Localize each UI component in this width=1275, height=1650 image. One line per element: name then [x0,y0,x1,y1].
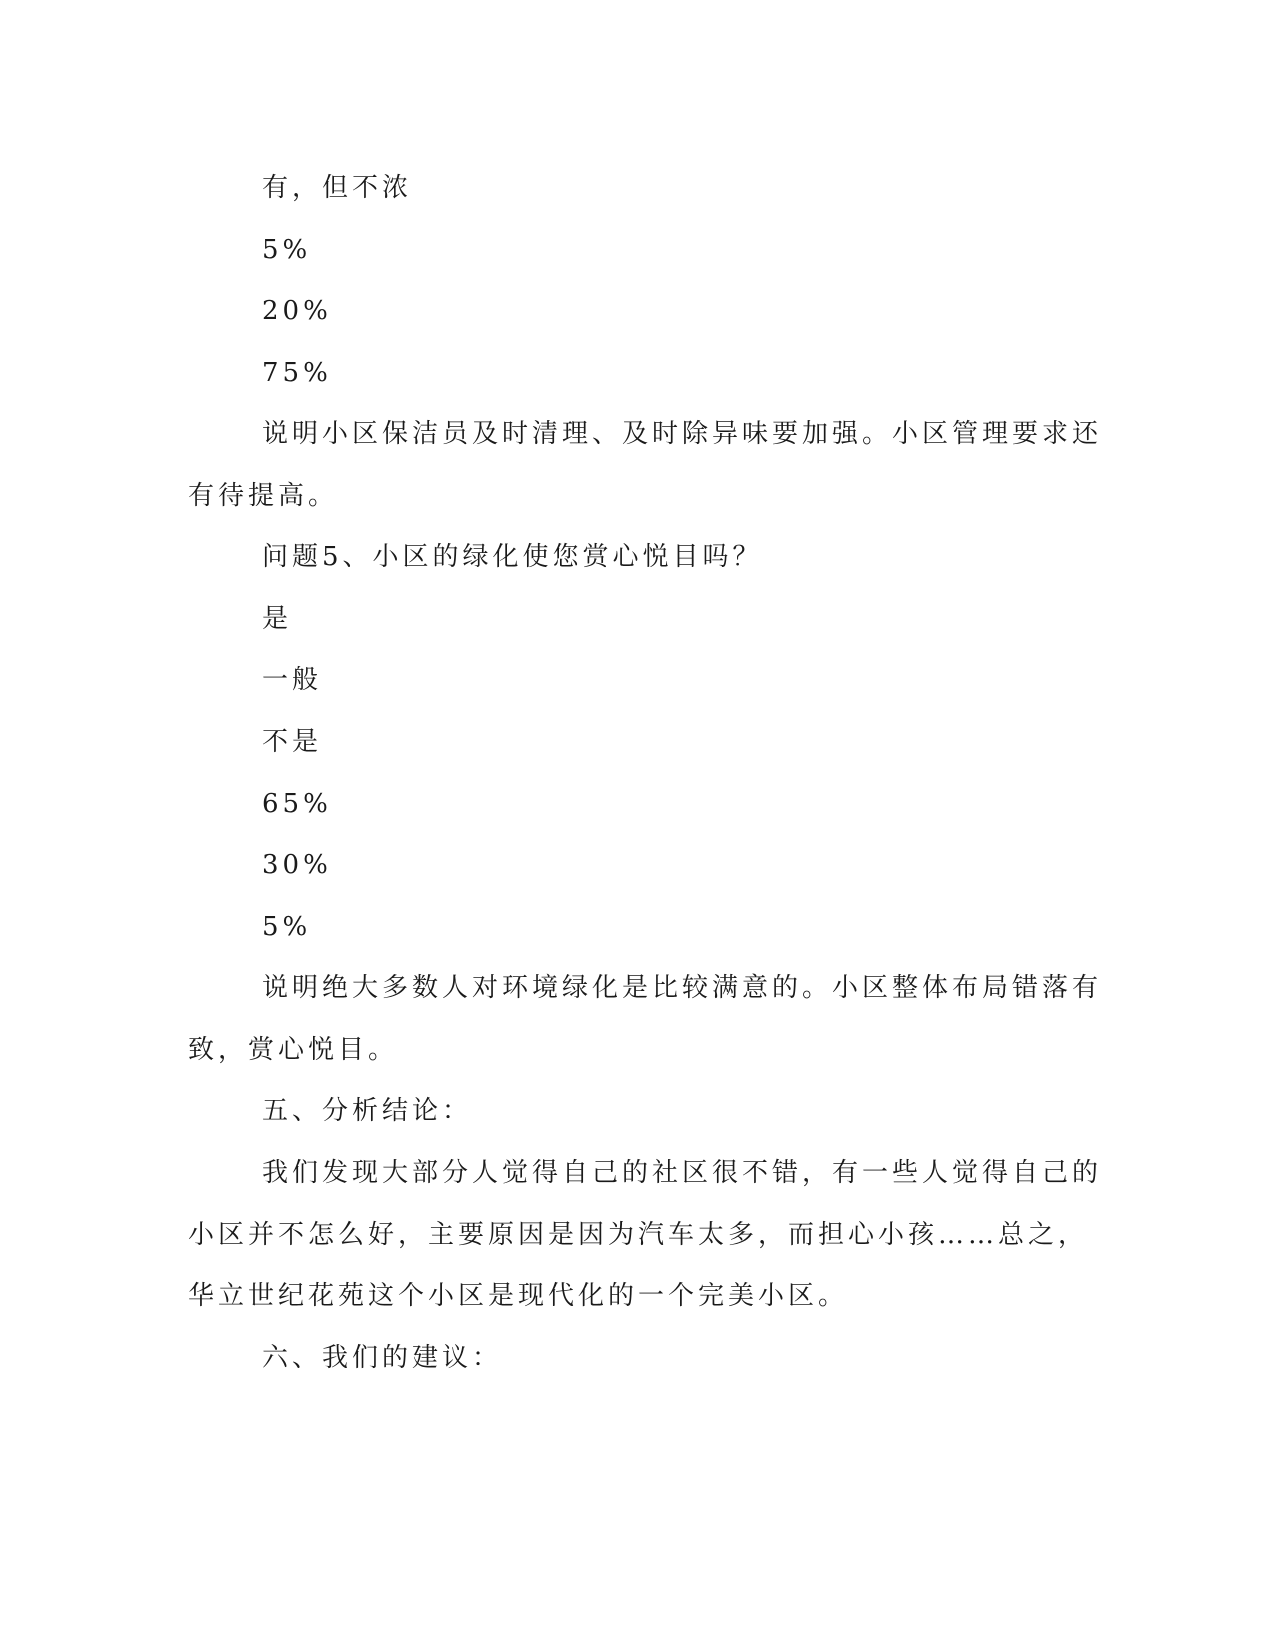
section-heading: 六、我们的建议： [262,1343,503,1373]
analysis-paragraph-line: 致，赏心悦目。 [188,1035,399,1065]
answer-option-text: 一般 [262,665,323,695]
conclusion-paragraph-line: 我们发现大部分人觉得自己的社区很不错，有一些人觉得自己的 [262,1158,1103,1188]
percentage-value: 5% [262,912,312,942]
percentage-value: 65% [262,789,332,819]
conclusion-paragraph-line: 小区并不怎么好，主要原因是因为汽车太多，而担心小孩……总之， [188,1220,1089,1250]
section-heading: 五、分析结论： [262,1096,473,1126]
analysis-paragraph-line: 有待提高。 [188,481,339,511]
percentage-value: 75% [262,358,332,388]
analysis-paragraph-line: 说明小区保洁员及时清理、及时除异味要加强。小区管理要求还 [262,419,1103,449]
conclusion-paragraph-line: 华立世纪花苑这个小区是现代化的一个完美小区。 [188,1281,849,1311]
analysis-paragraph-line: 说明绝大多数人对环境绿化是比较满意的。小区整体布局错落有 [262,973,1103,1003]
percentage-value: 5% [262,235,312,265]
answer-option-text: 有，但不浓 [262,173,413,203]
percentage-value: 20% [262,296,332,326]
answer-option-text: 是 [262,604,293,634]
question-heading: 问题5、小区的绿化使您赏心悦目吗？ [262,542,763,572]
answer-option-text: 不是 [262,727,323,757]
percentage-value: 30% [262,850,332,880]
